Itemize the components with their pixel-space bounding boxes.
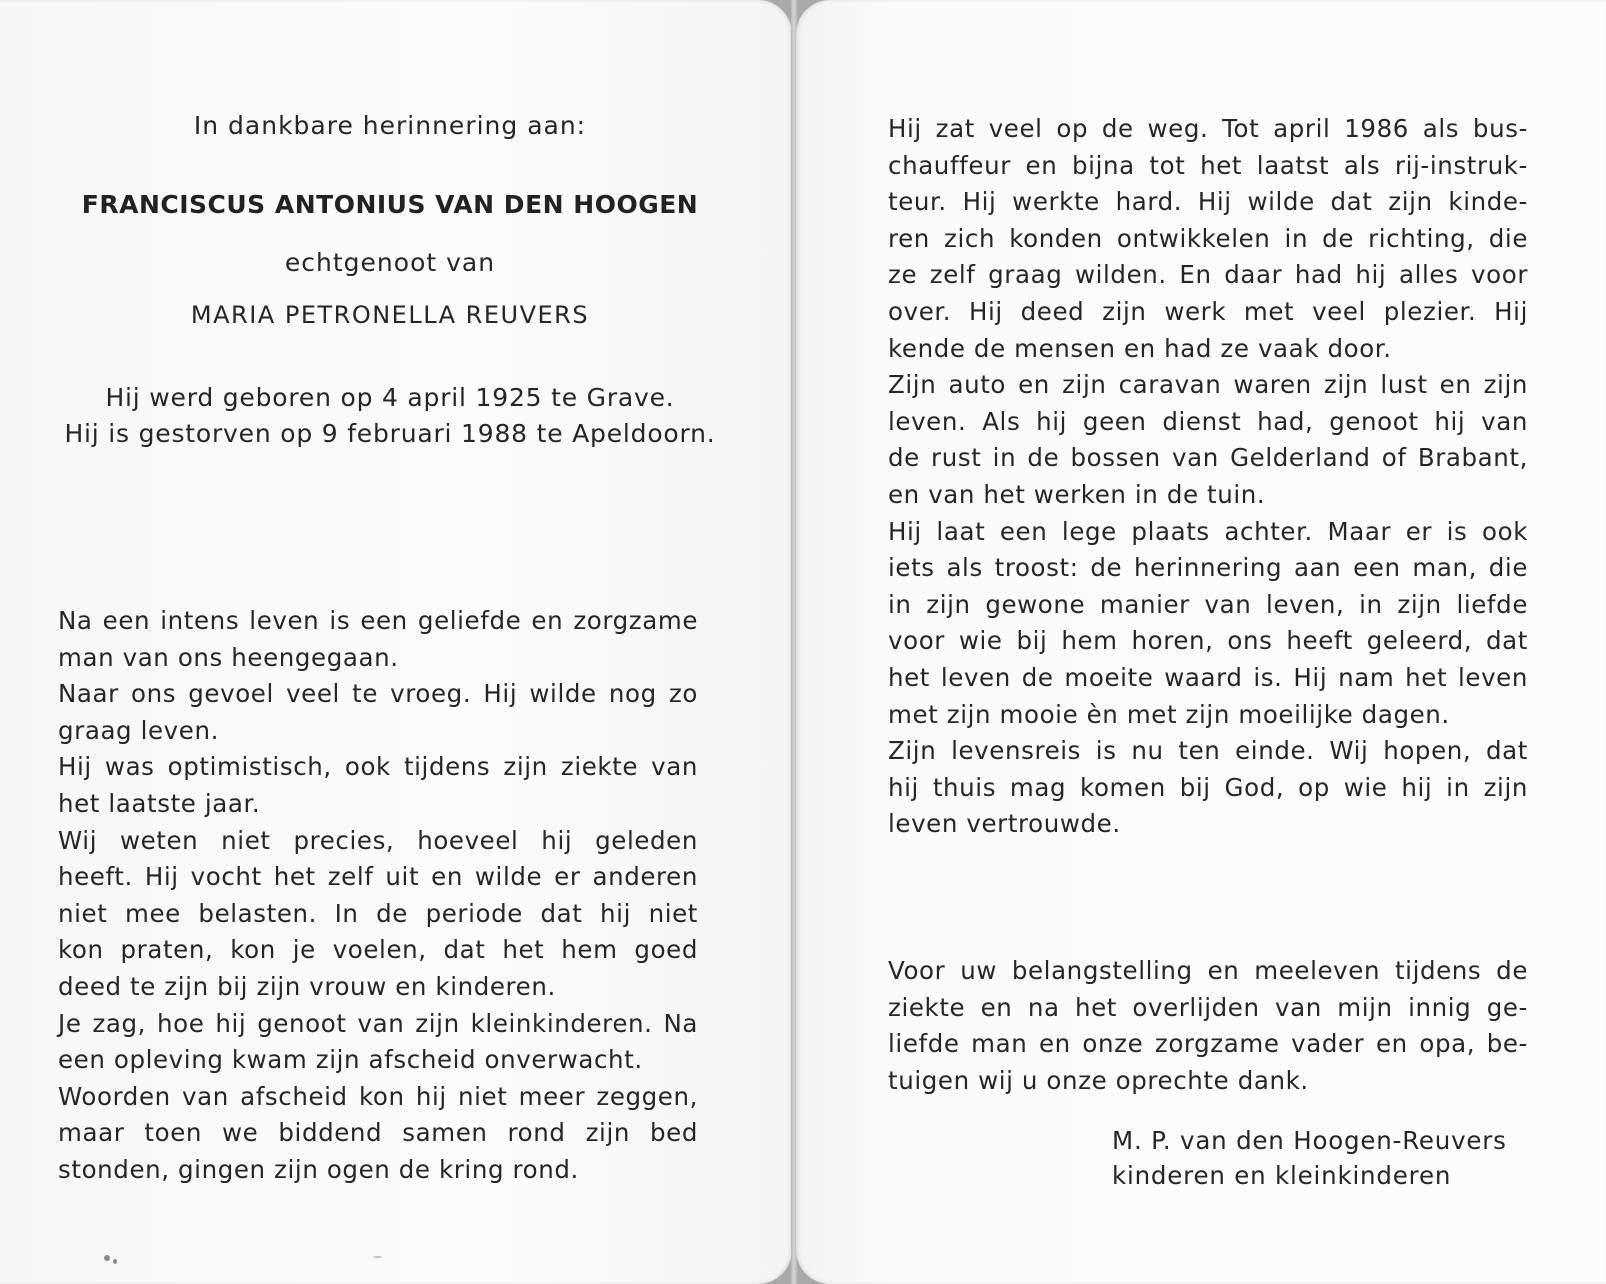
body-line: leven. Als hij geen dienst had, genoot hij van: [888, 406, 1528, 436]
body-line: over. Hij deed zijn werk met veel plezier. Hij: [888, 296, 1528, 326]
body-line: stonden, gingen zijn ogen de kring rond.: [58, 1154, 579, 1184]
body-line: Naar ons gevoel veel te vroeg. Hij wilde nog zo: [58, 679, 698, 709]
right-body-text: [888, 111, 1528, 843]
body-line: man van ons heengegaan.: [58, 642, 399, 672]
body-line: een opleving kwam zijn afscheid onverwacht.: [58, 1045, 643, 1075]
body-line: ze zelf graag wilden. En daar had hij alles voor: [888, 260, 1528, 290]
body-line: graag leven.: [58, 715, 219, 745]
body-line: het leven de moeite waard is. Hij nam het leven: [888, 662, 1528, 692]
body-line: Zijn auto en zijn caravan waren zijn lust en zijn: [888, 370, 1528, 400]
spouse-label: echtgenoot van: [284, 248, 496, 277]
body-line: de rust in de bossen van Gelderland of Brabant,: [888, 443, 1528, 473]
body-line: deed te zijn bij zijn vrouw en kinderen.: [58, 971, 556, 1001]
body-line: Na een intens leven is een geliefde en zorgzame: [58, 606, 698, 635]
body-line: het laatste jaar.: [58, 788, 261, 818]
paper-speck: [373, 1256, 382, 1258]
body-line: Zijn levensreis is nu ten einde. Wij hopen, dat: [888, 736, 1528, 766]
body-line: met zijn mooie èn met zijn moeilijke dagen.: [888, 699, 1450, 729]
body-line: iets als troost: de herinnering aan een man, die: [888, 553, 1528, 583]
signature-block: [1112, 1123, 1507, 1193]
body-line: kende de mensen en had ze vaak door.: [888, 333, 1392, 363]
body-line: Wij weten niet precies, hoeveel hij geleden: [58, 825, 698, 855]
body-line: Je zag, hoe hij genoot van zijn kleinkinderen. Na: [58, 1008, 698, 1038]
body-line: heeft. Hij vocht het zelf uit en wilde er anderen: [58, 862, 698, 892]
body-line: leven vertrouwde.: [888, 809, 1121, 839]
thanks-line: tuigen wij u onze oprechte dank.: [888, 1065, 1309, 1095]
thanks-line: Voor uw belangstelling en meeleven tijdens de: [888, 956, 1528, 985]
body-line: en van het werken in de tuin.: [888, 479, 1266, 509]
signature-name: M. P. van den Hoogen-Reuvers: [1112, 1126, 1507, 1155]
body-line: maar toen we biddend samen rond zijn bed: [58, 1118, 698, 1148]
paper-speck: [113, 1259, 117, 1264]
spouse-name: MARIA PETRONELLA REUVERS: [190, 301, 590, 329]
body-line: ren zich konden ontwikkelen in de richting, die: [888, 223, 1528, 253]
body-line: Hij laat een lege plaats achter. Maar er is ook: [888, 516, 1528, 546]
thanks-text: [888, 953, 1528, 1099]
left-card-page: [0, 0, 792, 1284]
body-line: in zijn gewone manier van leven, in zijn liefde: [888, 589, 1528, 619]
body-line: Hij was optimistisch, ook tijdens zijn ziekte van: [58, 752, 698, 782]
body-line: niet mee belasten. In de periode dat hij niet: [58, 898, 698, 928]
deceased-name: FRANCISCUS ANTONIUS VAN DEN HOOGEN: [81, 190, 699, 219]
thanks-line: ziekte en na het overlijden van mijn innig ge-: [888, 992, 1528, 1022]
death-line: Hij is gestorven op 9 februari 1988 te Apeldoorn.: [64, 419, 716, 448]
paper-speck: [104, 1255, 110, 1261]
signature-family: kinderen en kleinkinderen: [1112, 1161, 1452, 1190]
body-line: kon praten, kon je voelen, dat het hem goed: [58, 935, 698, 965]
body-line: chauffeur en bijna tot het laatst als rij-instruk-: [888, 150, 1528, 180]
body-line: voor wie bij hem horen, ons heeft geleerd, dat: [888, 626, 1528, 656]
birth-line: Hij werd geboren op 4 april 1925 te Grave.: [105, 383, 675, 412]
birth-death-dates: [40, 380, 740, 452]
body-line: Hij zat veel op de weg. Tot april 1986 als bus-: [888, 114, 1528, 143]
intro-text: In dankbare herinnering aan:: [193, 111, 587, 140]
body-line: Woorden van afscheid kon hij niet meer zeggen,: [58, 1081, 698, 1111]
thanks-line: liefde man en onze zorgzame vader en opa, be-: [888, 1029, 1528, 1059]
left-body-text: [58, 603, 698, 1189]
body-line: teur. Hij werkte hard. Hij wilde dat zijn kinde-: [888, 187, 1528, 217]
body-line: hij thuis mag komen bij God, op wie hij in zijn: [888, 772, 1528, 802]
